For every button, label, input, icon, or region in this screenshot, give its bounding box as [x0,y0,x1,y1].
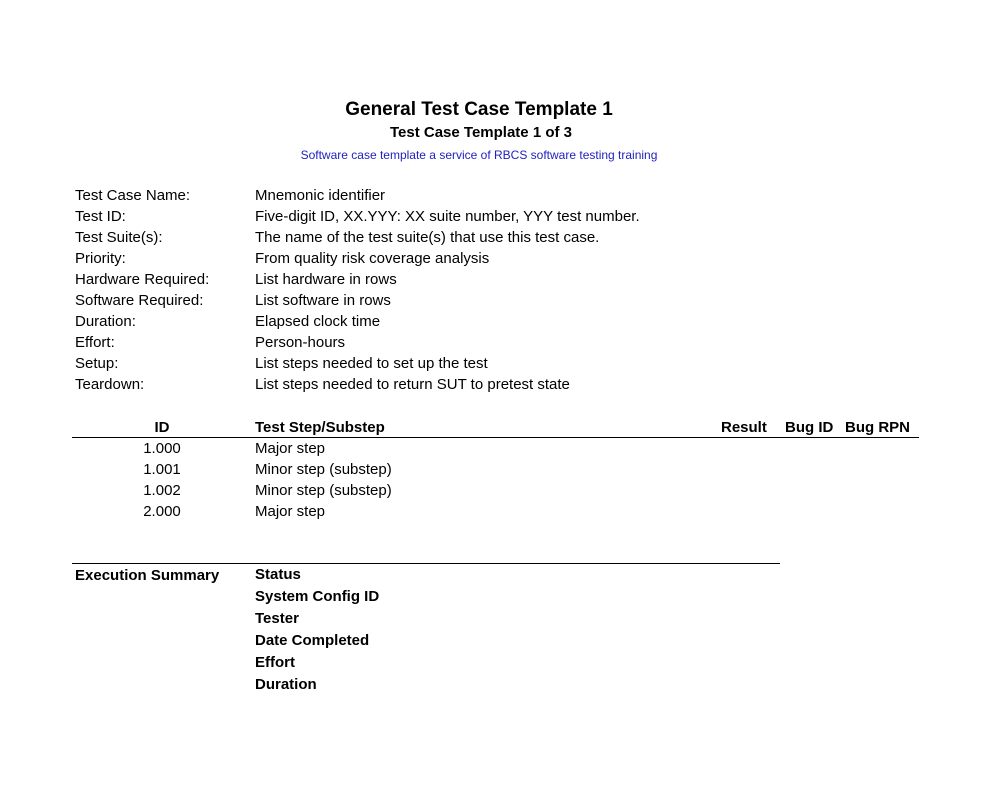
table-row [0,480,991,501]
info-value: List hardware in rows [255,271,397,288]
step-id: 1.002 [143,482,181,499]
summary-item-tester: Tester [255,610,299,627]
info-label: Duration: [75,313,136,330]
column-header-step: Test Step/Substep [255,419,385,436]
info-value: The name of the test suite(s) that use this test case. [255,229,600,246]
summary-item-duration: Duration [255,676,317,693]
info-label: Software Required: [75,292,204,309]
step-text: Major step [255,440,326,457]
template-note: Software case template a service of RBCS software testing training [300,148,658,162]
info-value: List steps needed to return SUT to pretest state [255,376,570,393]
execution-summary-label: Execution Summary [75,567,220,584]
summary-item-effort: Effort [255,654,295,671]
table-row [0,438,991,459]
summary-divider [72,563,780,564]
info-value: List steps needed to set up the test [255,355,488,372]
column-header-bug-rpn: Bug RPN [845,419,910,436]
column-header-id: ID [154,419,170,436]
info-label: Setup: [75,355,119,372]
summary-item-status: Status [255,566,301,583]
info-value: Elapsed clock time [255,313,381,330]
step-text: Major step [255,503,326,520]
info-label: Priority: [75,250,126,267]
summary-item-date-completed: Date Completed [255,632,370,649]
info-value: Five-digit ID, XX.YYY: XX suite number, YYY test number. [255,208,640,225]
column-header-result: Result [721,419,767,436]
table-row [0,501,991,522]
info-label: Hardware Required: [75,271,210,288]
info-label: Test ID: [75,208,126,225]
info-value: Person-hours [255,334,346,351]
info-value: List software in rows [255,292,391,309]
step-id: 2.000 [143,503,181,520]
info-label: Test Case Name: [75,187,191,204]
info-label: Teardown: [75,376,145,393]
info-label: Effort: [75,334,115,351]
summary-item-system-config-id: System Config ID [255,588,380,605]
column-header-bug-id: Bug ID [785,419,834,436]
info-label: Test Suite(s): [75,229,163,246]
page-subtitle: Test Case Template 1 of 3 [389,124,572,141]
step-text: Minor step (substep) [255,482,392,499]
page-title: General Test Case Template 1 [345,99,613,120]
step-text: Minor step (substep) [255,461,392,478]
step-id: 1.001 [143,461,181,478]
info-value: Mnemonic identifier [255,187,386,204]
info-value: From quality risk coverage analysis [255,250,490,267]
step-id: 1.000 [143,440,181,457]
table-row [0,459,991,480]
